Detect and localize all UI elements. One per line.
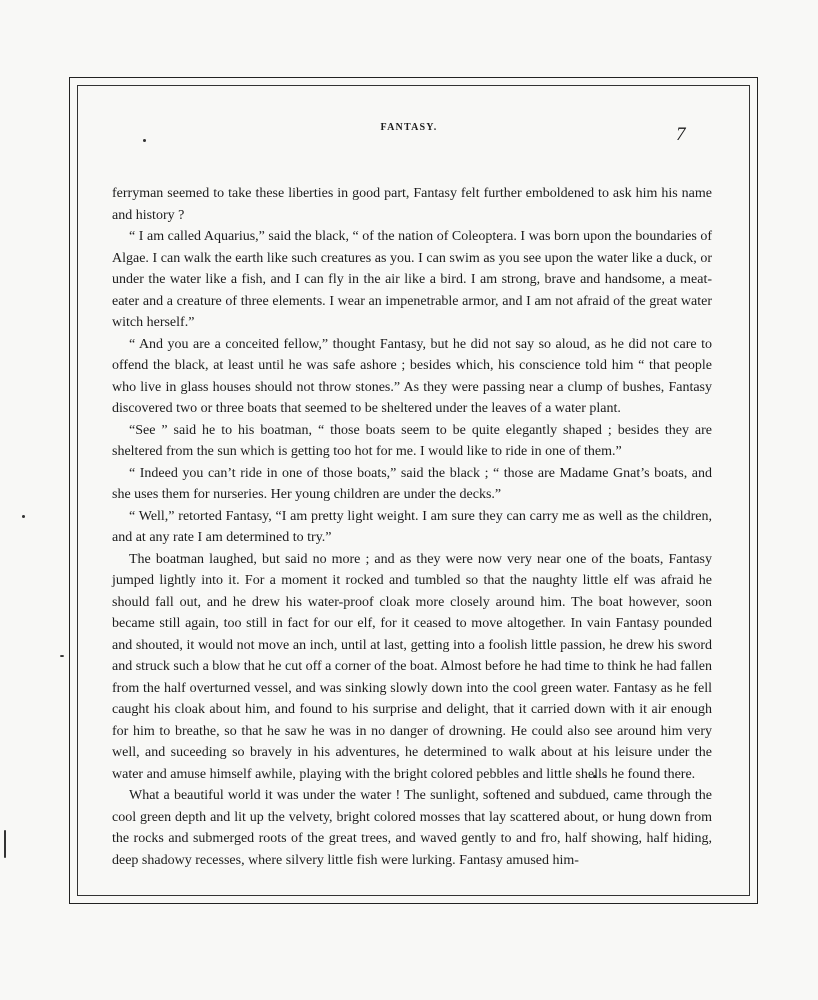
page-number: 7 — [676, 124, 686, 145]
running-head: FANTASY. — [380, 122, 438, 133]
paragraph: The boatman laughed, but said no more ; and as they were now very near one of the boats, Fantasy jumped lightly into it. For a moment it rocked and tumbled so that the naughty little elf was afraid he should fall out, and he drew his water-proof cloak more closely around him. The boat however, soon became still again, too still in fact for our elf, for it ceased to move altogether. In vain Fantasy pounded and shouted, it would not move an inch, until at last, getting into a foolish little passion, he drew his sword and struck such a blow that he cut off a corner of the boat. Almost before he had time to think he had fallen from the half overturned vessel, and was sinking slowly down into the cool green water. Fantasy as he fell caught his cloak about him, and found to his surprise and delight, that it carried down with it air enough for him to breathe, so that he saw he was in no danger of drowning. He could also see around him very well, and suceeding so bravely in his adventures, he determined to walk about at his leisure under the water and amuse himself awhile, playing with the bright colored pebbles and little shells he found there. — [112, 551, 713, 782]
speck-mark — [22, 515, 25, 518]
paragraph: ferryman seemed to take these liberties in good part, Fantasy felt further emboldened to ask him his name and history ? — [112, 186, 712, 223]
speck-mark — [4, 830, 6, 858]
paragraph: What a beautiful world it was under the water ! The sunlight, softened and subdued, came through the cool green depth and lit up the velvety, bright colored mosses that lay scattered about, or hung down from the rocks and submerged roots of the great trees, and waved gently to and fro, half showing, half hiding, deep shadowy recesses, where silvery little fish were lurking. Fantasy amused him- — [112, 788, 712, 868]
speck-mark — [143, 139, 146, 142]
paragraph: “ Indeed you can’t ride in one of those boats,” said the black ; “ those are Madame Gnat’s boats, and she uses them for nurseries. Her young children are under the decks.” — [112, 465, 712, 502]
paragraph: “See ” said he to his boatman, “ those boats seem to be quite elegantly shaped ; besides they are sheltered from the sun which is getting too hot for me. I would like to ride in one of them.” — [112, 422, 712, 459]
paragraph: “ I am called Aquarius,” said the black, “ of the nation of Coleoptera. I was born upon the boundaries of Algae. I can walk the earth like such creatures as you. I can swim as you see upon the water like a duck, or under the water like a fish, and I can fly in the air like a bird. I am strong, brave and handsome, a meat-eater and a creature of three elements. I wear an impenetrable armor, and I am not afraid of the great water witch herself.” — [112, 229, 712, 330]
paragraph: “ Well,” retorted Fantasy, “I am pretty light weight. I am sure they can carry me as well as the children, and at any rate I am determined to try.” — [112, 508, 712, 545]
speck-mark — [60, 655, 64, 657]
paragraph: “ And you are a conceited fellow,” thought Fantasy, but he did not say so aloud, as he did not care to offend the black, at least until he was safe ashore ; besides which, his conscience told him “ that people who live in glass houses should not throw stones.” As they were passing near a clump of bushes, Fantasy discovered two or three boats that seemed to be sheltered under the leaves of a water plant. — [112, 336, 712, 416]
body-text — [112, 183, 712, 871]
